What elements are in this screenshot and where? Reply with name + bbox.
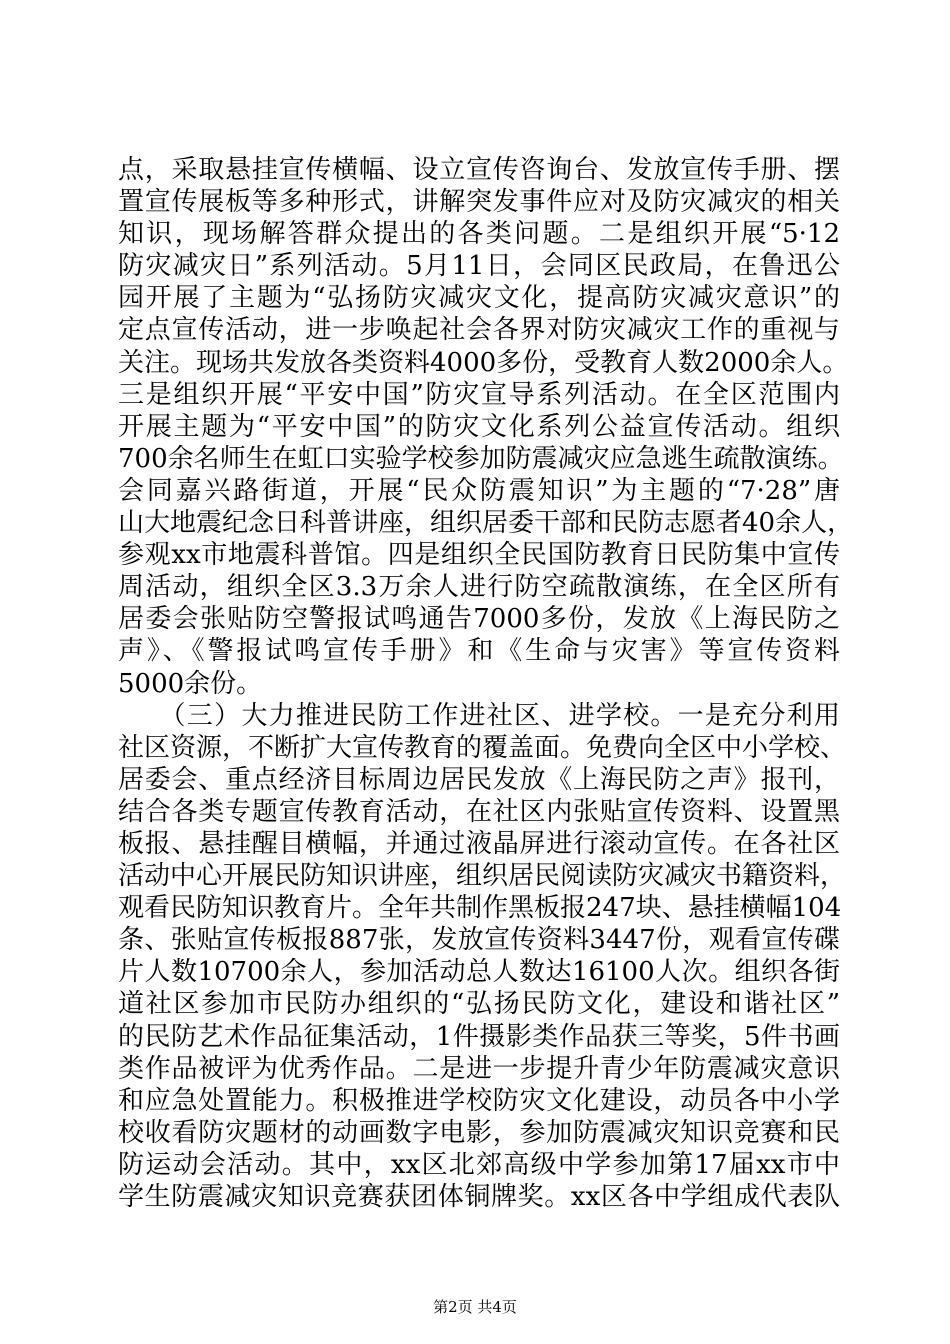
text-line: 观看民防知识教育片。全年共制作黑板报247块、悬挂横幅104: [118, 893, 842, 924]
text-line: 置宣传展板等多种形式，讲解突发事件应对及防灾减灾的相关: [118, 187, 840, 218]
text-line: 防灾减灾日”系列活动。5月11日，会同区民政局，在鲁迅公: [118, 251, 840, 282]
text-line: 结合各类专题宣传教育活动，在社区内张贴宣传资料、设置黑: [118, 796, 840, 827]
text-line: （三）大力推进民防工作进社区、进学校。一是充分利用: [118, 700, 840, 731]
page-footer: 第2页 共4页: [433, 1298, 517, 1316]
text-line: 片人数10700余人，参加活动总人数达16100人次。组织各街: [118, 957, 840, 988]
text-line: 声》、《警报试鸣宣传手册》和《生命与灾害》等宣传资料: [118, 636, 840, 667]
text-line: 防运动会活动。其中，xx区北郊高级中学参加第17届xx市中: [118, 1149, 840, 1180]
text-line: 条、张贴宣传板报887张，发放宣传资料3447份，观看宣传碟: [118, 925, 840, 956]
text-line: 板报、悬挂醒目横幅，并通过液晶屏进行滚动宣传。在各社区: [118, 828, 840, 859]
text-line: 定点宣传活动，进一步唤起社会各界对防灾减灾工作的重视与: [118, 315, 840, 346]
text-line: 开展主题为“平安中国”的防灾文化系列公益宣传活动。组织: [118, 411, 840, 442]
text-line: 社区资源，不断扩大宣传教育的覆盖面。免费向全区中小学校、: [118, 732, 847, 763]
text-line: 学生防震减灾知识竞赛获团体铜牌奖。xx区各中学组成代表队: [118, 1182, 840, 1212]
text-line: 参观xx市地震科普馆。四是组织全民国防教育日民防集中宣传: [118, 540, 840, 571]
text-line: 道社区参加市民防办组织的“弘扬民防文化，建设和谐社区”: [118, 989, 840, 1020]
text-line: 三是组织开展“平安中国”防灾宣导系列活动。在全区范围内: [118, 379, 840, 410]
text-line: 和应急处置能力。积极推进学校防灾文化建设，动员各中小学: [118, 1085, 840, 1116]
text-line: 周活动，组织全区3.3万余人进行防空疏散演练，在全区所有: [118, 572, 840, 603]
text-line: 活动中心开展民防知识讲座，组织居民阅读防灾减灾书籍资料，: [118, 861, 847, 892]
text-line: 居委会、重点经济目标周边居民发放《上海民防之声》报刊，: [118, 764, 840, 795]
text-line: 点，采取悬挂宣传横幅、设立宣传咨询台、发放宣传手册、摆: [118, 155, 840, 185]
text-line: 山大地震纪念日科普讲座，组织居委干部和民防志愿者40余人，: [118, 508, 854, 539]
body-text: [118, 154, 854, 1213]
text-line: 知识，现场解答群众提出的各类问题。二是组织开展“5·12: [118, 219, 840, 250]
text-line: 的民防艺术作品征集活动，1件摄影类作品获三等奖，5件书画: [118, 1021, 840, 1052]
text-line: 700余名师生在虹口实验学校参加防震减灾应急逃生疏散演练。: [118, 443, 844, 474]
text-line: 关注。现场共发放各类资料4000多份，受教育人数2000余人。: [118, 347, 849, 378]
text-line: 5000余份。: [118, 668, 263, 699]
text-line: 类作品被评为优秀作品。二是进一步提升青少年防震减灾意识: [118, 1053, 840, 1084]
text-line: 会同嘉兴路街道，开展“民众防震知识”为主题的“7·28”唐: [118, 475, 840, 506]
text-line: 园开展了主题为“弘扬防灾减灾文化，提高防灾减灾意识”的: [118, 283, 840, 314]
text-line: 居委会张贴防空警报试鸣通告7000多份，发放《上海民防之: [118, 604, 840, 635]
text-line: 校收看防灾题材的动画数字电影，参加防震减灾知识竞赛和民: [118, 1117, 840, 1148]
